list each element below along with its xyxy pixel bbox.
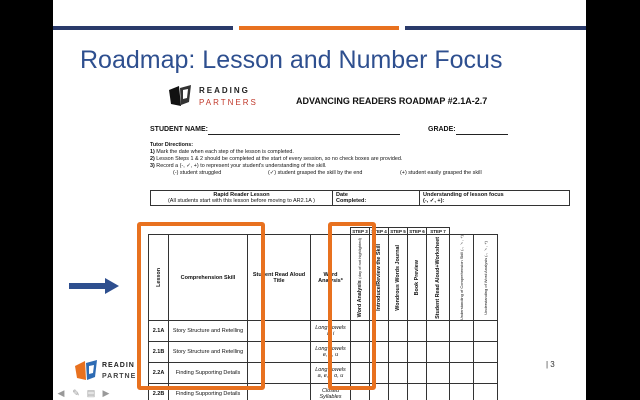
col-student-read-aloud: Student Read Aloud+Worksheet: [427, 235, 450, 321]
slide-nav-toolbar: [56, 386, 111, 400]
understanding-focus-cell[interactable]: Understanding of lesson focus (-, ✓, +):: [420, 191, 570, 206]
comprehension-skill: Story Structure and Retelling: [169, 321, 248, 342]
lesson-code: 2.1B: [149, 342, 169, 363]
nav-next-icon[interactable]: ▶: [102, 388, 110, 398]
step-3-label: STEP 3: [352, 228, 368, 234]
check-cell[interactable]: [389, 363, 408, 384]
page-number: | 3: [546, 360, 555, 369]
document-heading: ADVANCING READERS ROADMAP #2.1A-2.7: [296, 96, 488, 106]
check-cell[interactable]: [474, 342, 498, 363]
comprehension-skill: Story Structure and Retelling: [169, 342, 248, 363]
student-name-line[interactable]: [208, 134, 400, 135]
col-book-preview: Book Preview: [408, 235, 427, 321]
lesson-code: 2.2A: [149, 363, 169, 384]
header-comprehension-skill: Comprehension Skill: [169, 235, 248, 321]
step-4-label: STEP 4: [371, 228, 387, 234]
col-introduce-review: Introduce/Review the Skill: [370, 235, 389, 321]
col-understanding-comprehension: Understanding of Comprehension Skill (-, ✓, +): [450, 235, 474, 321]
nav-menu-icon[interactable]: ▤: [86, 388, 96, 398]
top-bar-orange: [239, 26, 399, 30]
logo-text-reading: READING: [199, 86, 250, 95]
date-completed-cell[interactable]: Date Completed:: [333, 191, 420, 206]
rapid-reader-table: [150, 190, 570, 206]
footer-logo-icon: [73, 358, 99, 382]
grade-line[interactable]: [456, 134, 508, 135]
legend-grasped: (✓) student grasped the skill by the end: [268, 170, 363, 176]
word-analysis-cell: Long vowels a, e, i, o, u: [311, 363, 351, 384]
header-read-aloud-title: Student Read Aloud Title: [248, 235, 311, 321]
check-cell[interactable]: [474, 384, 498, 400]
rapid-reader-cell: Rapid Reader Lesson (All students start with this lesson before moving to AR2.1A ): [151, 191, 333, 206]
word-analysis-cell: Long vowels e, o, u: [311, 342, 351, 363]
top-bar-blue-left: [53, 26, 233, 30]
grade-label: GRADE:: [428, 126, 456, 133]
direction-3: 3) Record a (-, ✓, +) to represent your student's understanding of the skill.: [150, 163, 327, 169]
highlight-lesson-skill: [137, 222, 265, 390]
nav-pen-icon[interactable]: ✎: [72, 388, 80, 398]
check-cell[interactable]: [474, 363, 498, 384]
footer-logo-line2: PARTNE: [102, 373, 137, 380]
check-cell[interactable]: [408, 384, 427, 400]
col-word-analysis: Word Analysis (day of not highlighted): [351, 235, 370, 321]
header-word-analysis: Word Analysis*: [311, 235, 351, 321]
comprehension-skill: Finding Supporting Details: [169, 363, 248, 384]
check-cell[interactable]: [450, 342, 474, 363]
check-cell[interactable]: [389, 321, 408, 342]
check-cell[interactable]: [474, 321, 498, 342]
check-cell[interactable]: [450, 321, 474, 342]
check-cell[interactable]: [427, 363, 450, 384]
lesson-code: 2.2B: [149, 384, 169, 400]
col-understanding-word: Understanding of Word Analysis (-, ✓, +): [474, 235, 498, 321]
legend-struggled: (-) student struggled: [173, 170, 222, 176]
check-cell[interactable]: [389, 342, 408, 363]
slide: [53, 0, 586, 400]
directions-title: Tutor Directions:: [150, 142, 194, 148]
legend-easily: (+) student easily grasped the skill: [400, 170, 482, 176]
arrow-right-icon: [69, 278, 119, 294]
lesson-code: 2.1A: [149, 321, 169, 342]
step-5-label: STEP 5: [390, 228, 406, 234]
student-name-label: STUDENT NAME:: [150, 126, 208, 133]
footer-logo-line1: READIN: [102, 362, 135, 369]
book-logo-icon: [167, 84, 193, 108]
col-wondrous-words: Wondrous Words Journal: [389, 235, 408, 321]
word-analysis-cell: Long vowels a, i: [311, 321, 351, 342]
nav-prev-icon[interactable]: ◀: [57, 388, 65, 398]
top-bar-blue-right: [405, 26, 586, 30]
step-6-label: STEP 6: [409, 228, 425, 234]
step-7-label: STEP 7: [427, 228, 450, 235]
word-analysis-cell: Closed Syllables: [311, 384, 351, 400]
check-cell[interactable]: [427, 384, 450, 400]
check-cell[interactable]: [450, 363, 474, 384]
comprehension-skill: Finding Supporting Details: [169, 384, 248, 400]
check-cell[interactable]: [427, 342, 450, 363]
highlight-word-analysis: [328, 222, 376, 390]
check-cell[interactable]: [427, 321, 450, 342]
check-cell[interactable]: [389, 384, 408, 400]
check-cell[interactable]: [408, 342, 427, 363]
direction-1: 1) Mark the date when each step of the lesson is completed.: [150, 149, 294, 155]
direction-2: 2) Lesson Steps 1 & 2 should be completed at the start of every session, so no check boxes are provided.: [150, 156, 403, 162]
logo-text-partners: PARTNERS: [199, 98, 258, 107]
slide-title: Roadmap: Lesson and Number Focus: [80, 46, 503, 74]
check-cell[interactable]: [408, 321, 427, 342]
check-cell[interactable]: [408, 363, 427, 384]
header-lesson: Lesson: [149, 235, 169, 321]
check-cell[interactable]: [450, 384, 474, 400]
